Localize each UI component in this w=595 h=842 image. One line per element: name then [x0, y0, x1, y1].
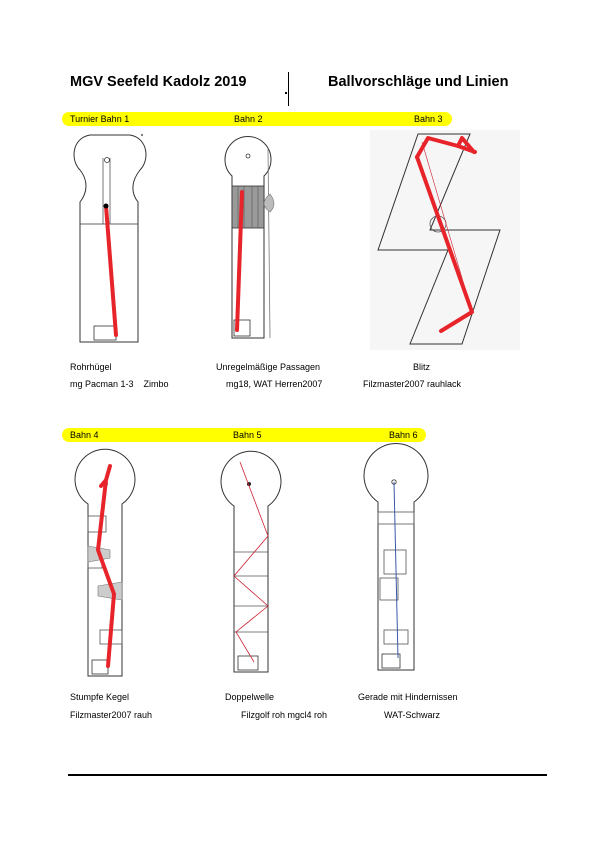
lane4-balls: Filzmaster2007 rauh: [70, 710, 153, 720]
lane2-diagram: [218, 142, 298, 342]
band-label-lane3: Bahn 3: [414, 114, 443, 124]
lane1-hole: [105, 158, 110, 163]
lane1-ball-line: [106, 206, 116, 335]
lane1-balls: mg Pacman 1-3 Zimbo: [70, 379, 169, 389]
lane1-diagram: [70, 130, 150, 345]
lane6-name: Gerade mit Hindernissen: [358, 692, 458, 702]
lane3-balls: Filzmaster2007 rauhlack: [363, 379, 462, 389]
lane4-tee: [92, 660, 108, 674]
lane6-diagram: [360, 452, 430, 674]
lane5-balls: Filzgolf roh mgcl4 roh: [241, 710, 328, 720]
lane6-tee: [382, 654, 400, 668]
lane5-diagram: [216, 456, 286, 678]
lane3-name: Blitz: [413, 362, 431, 372]
lane1-name: Rohrhügel: [70, 362, 112, 372]
lane1-ball-marker: [104, 204, 109, 209]
lane5-name: Doppelwelle: [225, 692, 275, 702]
lane3-diagram: [370, 130, 520, 350]
row2-band: [62, 428, 426, 442]
lane2-side-bump: [264, 194, 274, 212]
lane2-outline: [225, 136, 271, 338]
bottom-rule: [68, 774, 547, 776]
lane2-balls: mg18, WAT Herren2007: [226, 379, 323, 389]
lane2-side-rail: [268, 148, 270, 338]
lane4-diagram: [70, 454, 140, 682]
band-label-lane2: Bahn 2: [234, 114, 263, 124]
band-label-lane6: Bahn 6: [389, 430, 418, 440]
lane6-guide-line: [394, 482, 398, 658]
page-subtitle: Ballvorschläge und Linien: [328, 74, 509, 90]
band-label-lane4: Bahn 4: [70, 430, 99, 440]
lane2-passage: [232, 186, 264, 228]
lane2-name: Unregelmäßige Passagen: [216, 362, 321, 372]
lane4-name: Stumpfe Kegel: [70, 692, 130, 702]
lane2-hole: [246, 154, 250, 158]
lane4-ball-line: [98, 466, 114, 666]
lane1-tee: [94, 326, 116, 340]
page-title: MGV Seefeld Kadolz 2019: [70, 74, 247, 90]
title-divider: [288, 72, 289, 106]
lane6-balls: WAT-Schwarz: [384, 710, 441, 720]
band-label-lane5: Bahn 5: [233, 430, 262, 440]
lane5-tee: [238, 656, 258, 670]
row1-band: [62, 112, 452, 126]
title-dot: [285, 92, 287, 94]
band-label-lane1: Turnier Bahn 1: [70, 114, 130, 124]
lane5-outline: [221, 451, 281, 672]
